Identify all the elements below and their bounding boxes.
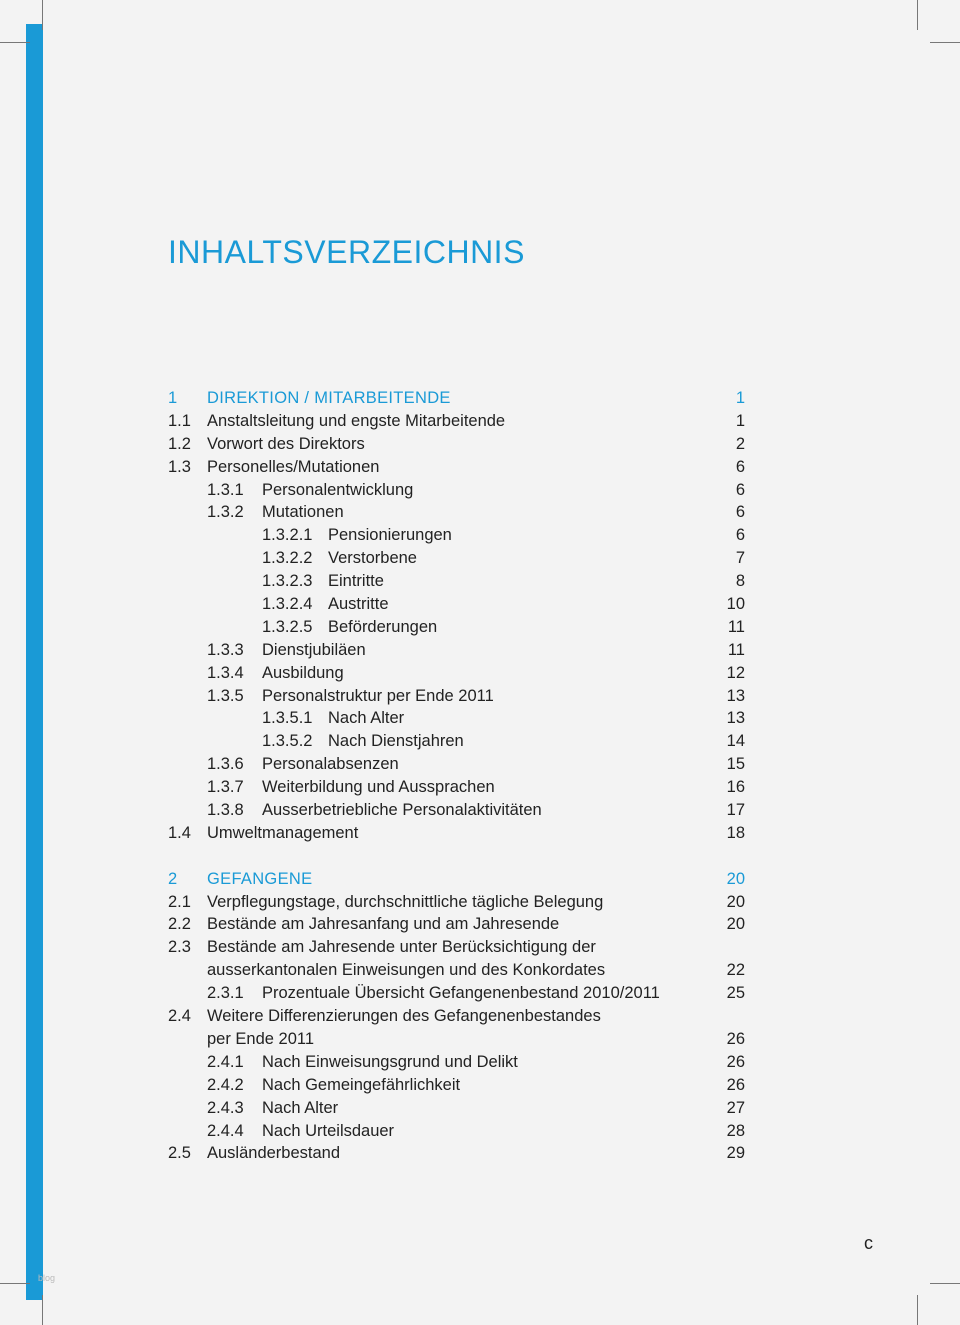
toc-entry[interactable] [0, 776, 960, 799]
toc-entry[interactable] [0, 822, 960, 845]
toc-entry-page: 25 [726, 984, 745, 1003]
toc-entry-number: 1.2 [168, 434, 191, 453]
toc-entry-label: Nach Dienstjahren [328, 732, 464, 751]
toc-entry-page: 26 [726, 1029, 745, 1048]
toc-chapter-heading[interactable] [0, 868, 960, 891]
toc-entry[interactable] [0, 1142, 960, 1165]
toc-entry-label: Nach Gemeingefährlichkeit [262, 1075, 461, 1094]
toc-entry[interactable] [0, 1074, 960, 1097]
toc-entry[interactable] [0, 707, 960, 730]
page-number-letter: c [864, 1233, 873, 1253]
toc-entry-label: Personalstruktur per Ende 2011 [262, 686, 494, 705]
toc-entry-number: 1.3.2.4 [262, 595, 313, 614]
toc-entry-number: 1.3 [168, 457, 191, 476]
toc-entry[interactable] [0, 982, 960, 1005]
toc-entry-page: 2 [735, 434, 745, 453]
toc-entry-label: Vorwort des Direktors [207, 434, 365, 453]
toc-entry-number: 2.4.1 [207, 1052, 244, 1071]
toc-entry-number: 1.3.1 [207, 480, 244, 499]
toc-entry-label: Mutationen [262, 503, 344, 522]
toc-entry-page: 1 [735, 389, 745, 407]
toc-entry-label: Weitere Differenzierungen des Gefangenenbestandes [207, 1007, 601, 1026]
toc-entry-number: 1.3.2.2 [262, 549, 313, 568]
toc-entry[interactable] [0, 936, 960, 959]
watermark-text: blog [38, 1273, 56, 1283]
toc-entry-number: 1.3.2.3 [262, 572, 313, 591]
toc-entry[interactable] [0, 479, 960, 502]
crop-mark-top-right-v [917, 0, 918, 30]
toc-entry[interactable] [0, 593, 960, 616]
toc-entry-label: DIREKTION / MITARBEITENDE [207, 389, 451, 407]
toc-entry-number: 1.3.2.5 [262, 617, 313, 636]
toc-entry-page: 20 [726, 869, 745, 888]
toc-entry-page: 29 [726, 1144, 745, 1163]
toc-chapter-heading[interactable] [0, 387, 960, 410]
toc-entry-page: 6 [735, 457, 745, 476]
toc-entry-page: 26 [726, 1075, 745, 1094]
toc-entry[interactable] [0, 891, 960, 914]
toc-entry-number: 1.3.4 [207, 663, 244, 682]
toc-entry[interactable] [0, 1005, 960, 1028]
toc-entry-page: 13 [726, 686, 745, 705]
toc-entry[interactable] [0, 1051, 960, 1074]
toc-entry-label: Nach Alter [328, 709, 405, 728]
toc-entry-page: 1 [735, 411, 745, 430]
toc-entry-page: 16 [726, 778, 745, 797]
toc-entry-number: 1.3.3 [207, 640, 244, 659]
toc-entry-number: 1 [168, 389, 178, 407]
toc-entry-page: 22 [726, 961, 745, 980]
toc-entry-label: Personelles/Mutationen [207, 457, 380, 476]
toc-entry-number: 1.3.5 [207, 686, 244, 705]
toc-entry-page: 18 [726, 823, 745, 842]
toc-entry[interactable] [0, 570, 960, 593]
toc-entry-page: 11 [727, 617, 745, 636]
toc-entry-number: 2.4.4 [207, 1121, 244, 1140]
toc-entry-label: Personalentwicklung [262, 480, 414, 499]
toc-entry[interactable] [0, 433, 960, 456]
crop-mark-bottom-right-h [930, 1283, 960, 1284]
toc-entry-label: Verstorbene [328, 549, 417, 568]
toc-entry-number: 2.5 [168, 1144, 191, 1163]
toc-entry-page: 27 [726, 1098, 745, 1117]
toc-entry-number: 2.4.3 [207, 1098, 244, 1117]
toc-entry-label: Bestände am Jahresende unter Berücksichtigung der [207, 938, 596, 957]
toc-entry-label: Eintritte [328, 572, 384, 591]
toc-entry[interactable] [0, 501, 960, 524]
toc-entry-number: 1.3.8 [207, 801, 244, 820]
toc-entry-label: Bestände am Jahresanfang und am Jahresende [207, 915, 560, 934]
toc-entry-label: Dienstjubiläen [262, 640, 366, 659]
toc-entry-page: 15 [726, 755, 745, 774]
page-title: INHALTSVERZEICHNIS [168, 234, 525, 270]
toc-entry[interactable] [0, 753, 960, 776]
toc-entry[interactable] [0, 913, 960, 936]
toc-entry-number: 1.3.6 [207, 755, 244, 774]
toc-entry-number: 1.3.5.2 [262, 732, 313, 751]
toc-entry-label: GEFANGENE [207, 869, 313, 888]
toc-entry[interactable] [0, 639, 960, 662]
toc-entry-number: 2.3 [168, 938, 191, 957]
toc-entry-page: 20 [726, 892, 745, 911]
toc-entry-page: 20 [726, 915, 745, 934]
toc-entry[interactable] [0, 685, 960, 708]
toc-entry[interactable] [0, 1120, 960, 1143]
table-of-contents [0, 387, 960, 1165]
toc-entry-label: Austritte [328, 595, 389, 614]
toc-entry-page: 8 [735, 572, 745, 591]
toc-entry[interactable] [0, 662, 960, 685]
toc-entry-label: Pensionierungen [328, 526, 452, 545]
toc-entry-label: Weiterbildung und Aussprachen [262, 778, 495, 797]
crop-mark-top-left-h [0, 42, 30, 43]
toc-entry-label: Ausländerbestand [207, 1144, 341, 1163]
toc-entry[interactable] [0, 616, 960, 639]
toc-entry-label: Ausbildung [262, 663, 344, 682]
toc-entry[interactable] [0, 1028, 960, 1051]
toc-entry-label: Umweltmanagement [207, 823, 359, 842]
toc-entry[interactable] [0, 456, 960, 479]
toc-entry-page: 12 [726, 663, 745, 682]
toc-entry-page: 14 [726, 732, 745, 751]
toc-entry[interactable] [0, 1097, 960, 1120]
toc-entry[interactable] [0, 410, 960, 433]
toc-entry-label: Personalabsenzen [262, 755, 399, 774]
toc-entry-number: 1.1 [168, 411, 191, 430]
toc-entry[interactable] [0, 547, 960, 570]
toc-entry[interactable] [0, 730, 960, 753]
crop-mark-bottom-left-h [0, 1283, 30, 1284]
crop-mark-top-right-h [930, 42, 960, 43]
toc-entry-number: 2.2 [168, 915, 191, 934]
toc-entry-page: 7 [735, 549, 745, 568]
toc-entry-label: Anstaltsleitung und engste Mitarbeitende [207, 411, 506, 430]
toc-entry-page: 17 [726, 801, 745, 820]
toc-entry[interactable] [0, 799, 960, 822]
toc-entry-label: per Ende 2011 [207, 1029, 315, 1048]
toc-entry-label: Verpflegungstage, durchschnittliche tägliche Belegung [207, 892, 604, 911]
toc-entry-number: 2.1 [168, 892, 191, 911]
toc-entry-label: Prozentuale Übersicht Gefangenenbestand 2010/2011 [262, 984, 660, 1003]
toc-entry-page: 11 [727, 640, 745, 659]
toc-entry-label: Beförderungen [328, 617, 438, 636]
toc-entry[interactable] [0, 959, 960, 982]
toc-entry-page: 6 [735, 526, 745, 545]
toc-entry-label: Nach Einweisungsgrund und Delikt [262, 1052, 518, 1071]
toc-entry-number: 1.4 [168, 823, 191, 842]
toc-entry-number: 2.4.2 [207, 1075, 244, 1094]
toc-entry-label: Nach Alter [262, 1098, 339, 1117]
toc-entry-number: 1.3.5.1 [262, 709, 313, 728]
crop-mark-bottom-left-v [42, 1295, 43, 1325]
toc-entry-number: 2.3.1 [207, 984, 244, 1003]
toc-entry-label: Ausserbetriebliche Personalaktivitäten [262, 801, 542, 820]
toc-entry-number: 1.3.7 [207, 778, 244, 797]
toc-entry-page: 26 [726, 1052, 745, 1071]
toc-entry-number: 1.3.2 [207, 503, 244, 522]
crop-mark-top-left-v [42, 0, 43, 30]
toc-entry-label: ausserkantonalen Einweisungen und des Konkordates [207, 961, 606, 980]
toc-entry-page: 6 [735, 503, 745, 522]
toc-entry[interactable] [0, 524, 960, 547]
toc-entry-number: 2.4 [168, 1007, 191, 1026]
toc-entry-label: Nach Urteilsdauer [262, 1121, 395, 1140]
toc-entry-page: 10 [726, 595, 745, 614]
toc-entry-number: 1.3.2.1 [262, 526, 313, 545]
toc-entry-page: 28 [726, 1121, 745, 1140]
toc-entry-page: 13 [726, 709, 745, 728]
toc-entry-number: 2 [168, 869, 178, 888]
toc-entry-page: 6 [735, 480, 745, 499]
crop-mark-bottom-right-v [917, 1295, 918, 1325]
